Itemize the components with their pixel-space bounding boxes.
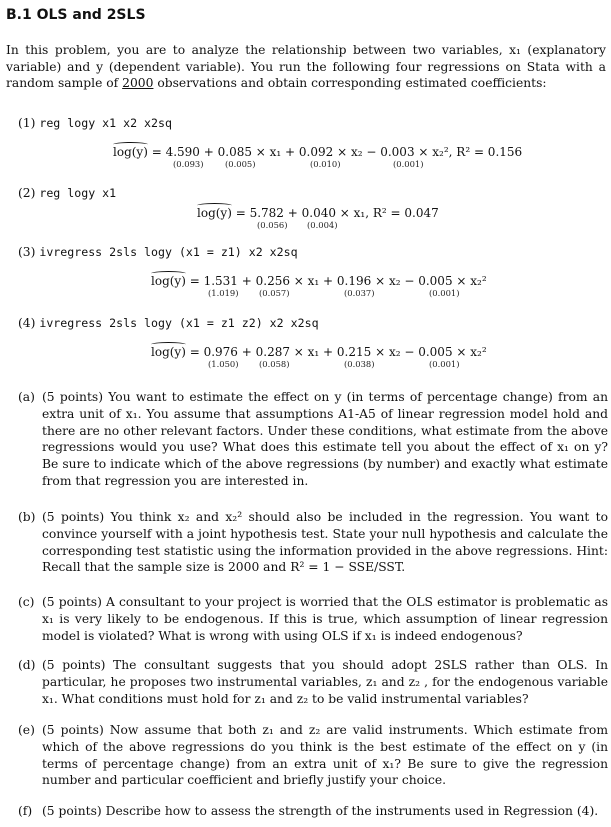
question-label: (f) <box>18 804 33 818</box>
regression-3-command <box>18 245 298 259</box>
section-title: B.1 OLS and 2SLS <box>6 7 146 23</box>
regression-4-equation <box>151 345 487 369</box>
se-1: (0.093) <box>173 159 204 169</box>
question-f <box>18 803 608 820</box>
fitted-lhs: log(y) <box>197 206 232 220</box>
intro-paragraph <box>6 42 606 92</box>
regression-2-command <box>18 186 116 200</box>
se-1: (0.056) <box>257 220 288 230</box>
fitted-lhs: log(y) <box>113 145 148 159</box>
question-text: (5 points) You think x₂ and x₂² should also be included in the regression. You want to convince yourself with a joint hypothesis test. State your null hypothesis and calculate the corresponding test statistic using the information provided in the above regressions. Hint: Recall that the sample size is 2000 and R² = 1 − SSE/SST. <box>42 510 608 575</box>
se-4: (0.001) <box>429 288 460 298</box>
question-label: (b) <box>18 510 36 524</box>
se-1: (1.050) <box>208 359 239 369</box>
equation-body: = 5.782 + 0.040 × x₁, R² = 0.047 <box>235 206 439 220</box>
equation-body: = 4.590 + 0.085 × x₁ + 0.092 × x₂ − 0.003 × x₂², R² = 0.156 <box>151 145 523 159</box>
regression-3-equation <box>151 274 487 298</box>
fitted-lhs: log(y) <box>151 345 186 359</box>
question-text: (5 points) Describe how to assess the strength of the instruments used in Regression (4). <box>42 804 599 818</box>
se-4: (0.001) <box>429 359 460 369</box>
fitted-lhs: log(y) <box>151 274 186 288</box>
question-d <box>18 657 608 707</box>
intro-text-b: observations and obtain corresponding estimated coefficients: <box>153 76 547 90</box>
question-c <box>18 594 608 644</box>
se-4: (0.001) <box>393 159 424 169</box>
se-3: (0.010) <box>310 159 341 169</box>
se-2: (0.005) <box>225 159 256 169</box>
regression-1-command <box>18 116 172 130</box>
sample-size: 2000 <box>122 76 154 90</box>
se-3: (0.037) <box>344 288 375 298</box>
stata-command: reg logy x1 <box>39 186 117 200</box>
regression-number: (4) <box>18 316 36 330</box>
question-text: (5 points) Now assume that both z₁ and z₂ are valid instruments. Which estimate from which of the above regressions do you think is the best estimate of the effect on y (in terms of percentage change) from an extra unit of x₁? Be sure to give the regression number and particular coefficient and briefly justify your choice. <box>42 723 608 788</box>
se-3: (0.038) <box>344 359 375 369</box>
equation-body: = 1.531 + 0.256 × x₁ + 0.196 × x₂ − 0.005 × x₂² <box>189 274 487 288</box>
question-a <box>18 389 608 490</box>
regression-number: (1) <box>18 116 36 130</box>
question-e <box>18 722 608 789</box>
regression-2-equation <box>197 206 439 230</box>
question-text: (5 points) The consultant suggests that you should adopt 2SLS rather than OLS. In particular, he proposes two instrumental variables, z₁ and z₂ , for the endogenous variable x₁. What conditions must hold for z₁ and z₂ to be valid instrumental variables? <box>42 658 608 706</box>
se-1: (1.019) <box>208 288 239 298</box>
se-2: (0.057) <box>259 288 290 298</box>
regression-number: (2) <box>18 186 36 200</box>
stata-command: ivregress 2sls logy (x1 = z1) x2 x2sq <box>39 245 298 259</box>
stata-command: ivregress 2sls logy (x1 = z1 z2) x2 x2sq <box>39 316 319 330</box>
se-2: (0.058) <box>259 359 290 369</box>
regression-1-equation <box>113 145 523 169</box>
question-text: (5 points) A consultant to your project is worried that the OLS estimator is problematic as x₁ is very likely to be endogenous. If this is true, which assumption of linear regression model is violated? What is wrong with using OLS if x₁ is indeed endogenous? <box>42 595 608 643</box>
question-text: (5 points) You want to estimate the effect on y (in terms of percentage change) from an extra unit of x₁. You assume that assumptions A1-A5 of linear regression model hold and there are no other relevant factors. Under these conditions, what estimate from the above regressions would you use? What does this estimate tell you about the effect of x₁ on y? Be sure to indicate which of the above regressions (by number) and exactly what estimate from that regression you are interested in. <box>42 390 608 488</box>
equation-body: = 0.976 + 0.287 × x₁ + 0.215 × x₂ − 0.005 × x₂² <box>189 345 487 359</box>
stata-command: reg logy x1 x2 x2sq <box>39 116 172 130</box>
regression-4-command <box>18 316 319 330</box>
question-b <box>18 509 608 576</box>
se-2: (0.004) <box>307 220 338 230</box>
intro-text-a: In this problem, you are to analyze the relationship between two variables, x₁ (explanatory variable) and y (dependent variable). You run the following four regressions on Stata with a random sample of <box>6 43 606 90</box>
question-label: (e) <box>18 723 35 737</box>
question-label: (a) <box>18 390 35 404</box>
question-label: (c) <box>18 595 35 609</box>
regression-number: (3) <box>18 245 36 259</box>
question-label: (d) <box>18 658 36 672</box>
